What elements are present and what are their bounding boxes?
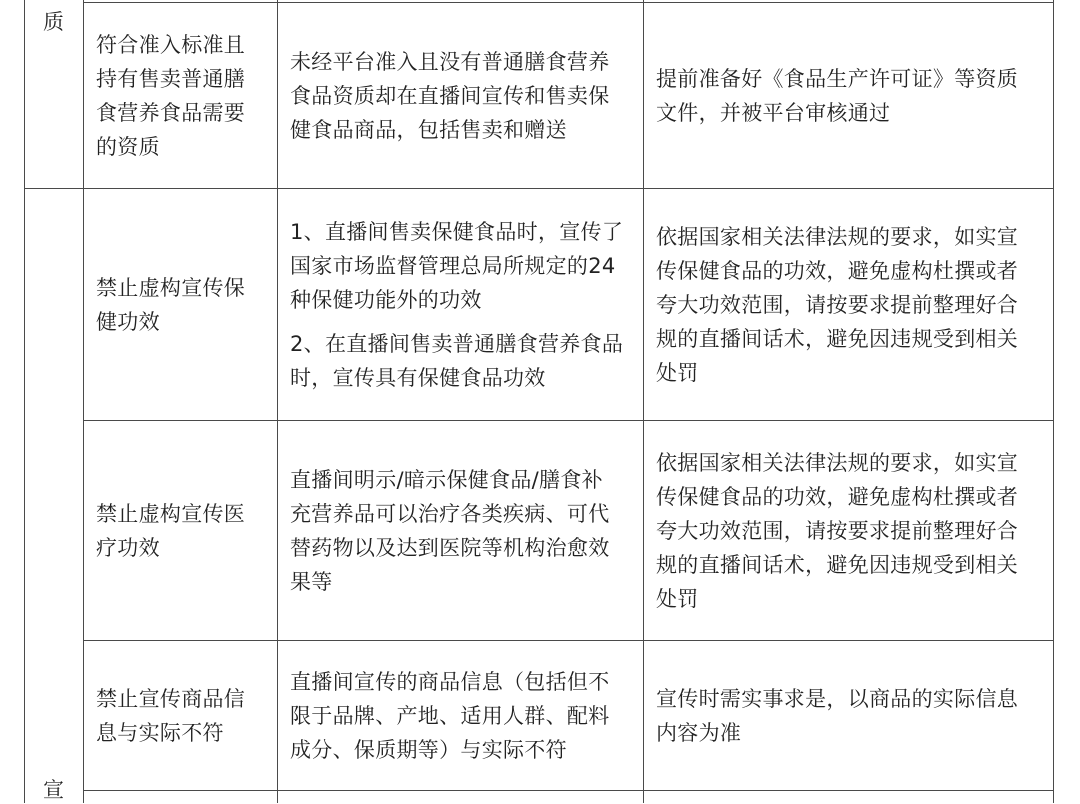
violation-text: 1、直播间售卖保健食品时，宣传了 国家市场监督管理总局所规定的24 种保健功能外的功效 xyxy=(290,219,624,312)
category-label-top: 质 xyxy=(43,10,64,34)
guidance-text: 提前准备好《食品生产许可证》等资质 文件，并被平台审核通过 xyxy=(656,66,1019,125)
row-divider-4 xyxy=(83,790,1054,791)
violation-text: 直播间宣传的商品信息（包括但不 限于品牌、产地、适用人群、配料 成分、保质期等）与实际不符 xyxy=(290,669,610,762)
table-row-violation xyxy=(278,421,643,640)
rule-item-text: 符合准入标准且 持有售卖普通膳 食营养食品需要 的资质 xyxy=(96,32,246,159)
table-row-guidance xyxy=(644,421,1053,640)
table-row-item xyxy=(84,189,277,420)
guidance-text: 依据国家相关法律法规的要求，如实宣 传保健食品的功效，避免虚构杜撰或者 夸大功效范围，请按要求提前整理好合 规的直播间话术，避免因违规受到相关 处罚 xyxy=(656,450,1019,611)
table-row-item xyxy=(84,641,277,790)
table-row-violation xyxy=(278,641,643,790)
guidance-text: 宣传时需实事求是，以商品的实际信息 内容为准 xyxy=(656,686,1019,745)
violation-text: 未经平台准入且没有普通膳食营养 食品资质却在直播间宣传和售卖保 健食品商品，包括售卖和赠送 xyxy=(290,49,610,142)
rule-item-text: 禁止宣传商品信 息与实际不符 xyxy=(96,686,246,745)
table-row-guidance xyxy=(644,641,1053,790)
table-border-left xyxy=(24,0,25,803)
rule-item-text: 禁止虚构宣传医 疗功效 xyxy=(96,501,246,560)
guidance-text: 依据国家相关法律法规的要求，如实宣 传保健食品的功效，避免虚构杜撰或者 夸大功效范围，请按要求提前整理好合 规的直播间话术，避免因违规受到相关 处罚 xyxy=(656,224,1019,385)
violation-text: 直播间明示/暗示保健食品/膳食补 充营养品可以治疗各类疾病、可代 替药物以及达到医院等机构治愈效 果等 xyxy=(290,467,610,594)
violation-text: 2、在直播间售卖普通膳食营养食品 时，宣传具有保健食品功效 xyxy=(290,331,624,390)
table-row-violation xyxy=(278,3,643,188)
table-row-guidance xyxy=(644,3,1053,188)
table-row-guidance xyxy=(644,189,1053,420)
rule-item-text: 禁止虚构宣传保 健功效 xyxy=(96,275,246,334)
table-row-item xyxy=(84,421,277,640)
table-row-violation xyxy=(278,189,643,420)
table-row-item xyxy=(84,3,277,188)
table-border-right xyxy=(1053,0,1054,803)
category-label-bottom: 宣 xyxy=(43,778,64,802)
